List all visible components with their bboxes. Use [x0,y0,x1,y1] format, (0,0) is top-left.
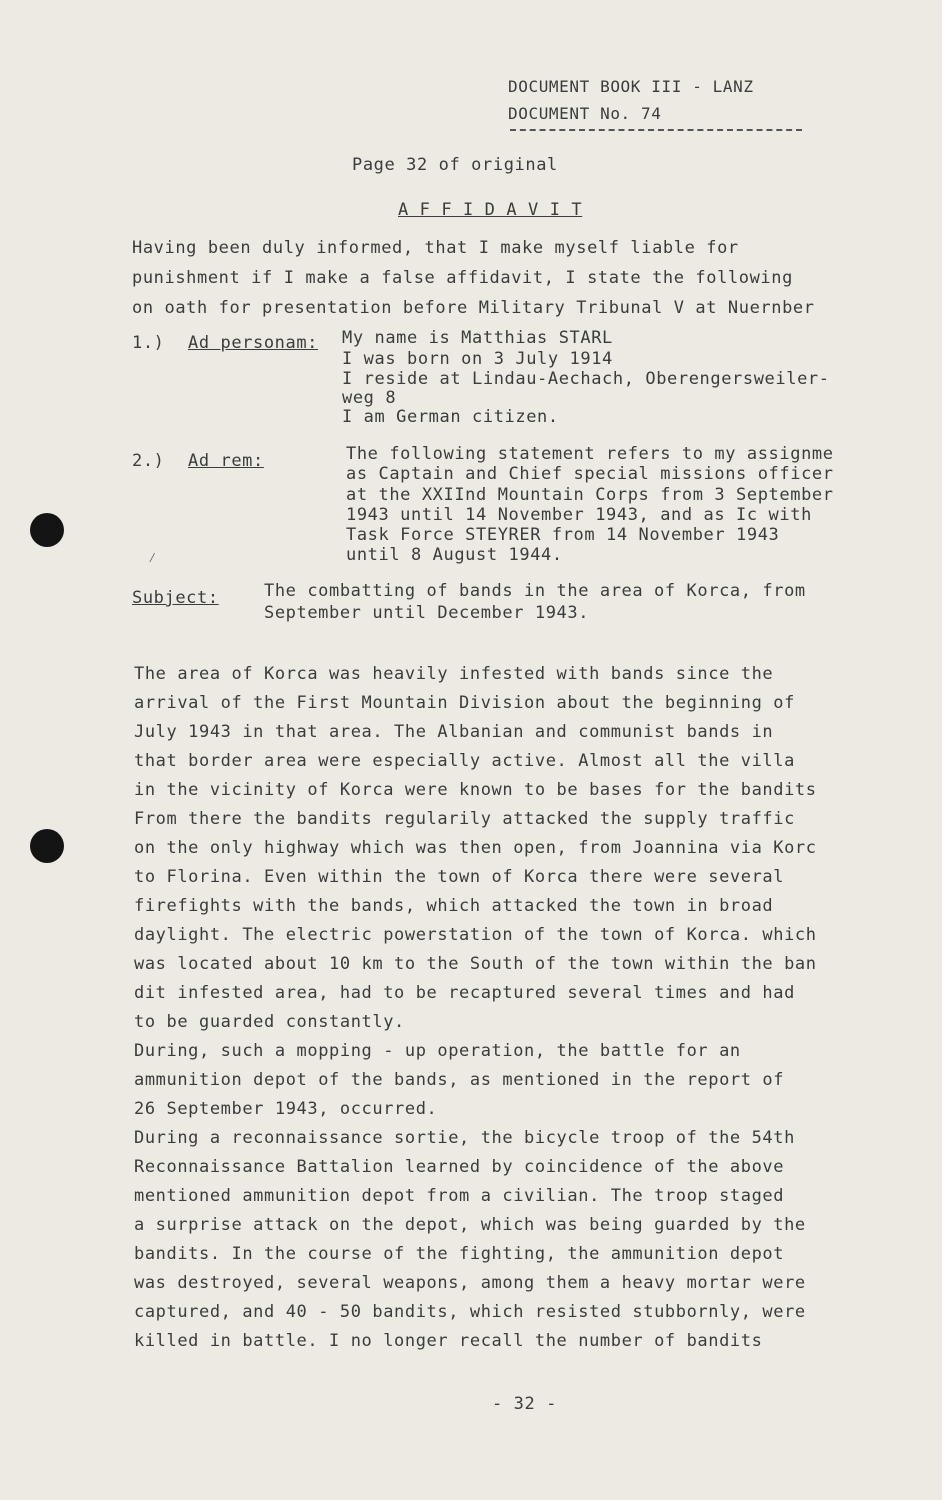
item-line: I reside at Lindau-Aechach, Oberengersweiler- [342,369,830,389]
body-line: was located about 10 km to the South of the town within the ban [134,954,817,974]
item-number: 1.) [132,333,165,353]
punch-hole [30,829,64,863]
body-line: dit infested area, had to be recaptured several times and had [134,983,795,1003]
body-line: killed in battle. I no longer recall the number of bandits [134,1331,763,1351]
body-line: From there the bandits regularily attacked the supply traffic [134,809,795,829]
body-line: in the vicinity of Korca were known to be bases for the bandits [134,780,817,800]
item-number: 2.) [132,451,165,471]
body-line: a surprise attack on the depot, which was being guarded by the [134,1215,806,1235]
page-number: - 32 - [492,1394,558,1414]
item-line: My name is Matthias STARL [342,328,613,348]
body-line: During a reconnaissance sortie, the bicycle troop of the 54th [134,1128,795,1148]
item-line: I was born on 3 July 1914 [342,349,613,369]
body-line: mentioned ammunition depot from a civilian. The troop staged [134,1186,785,1206]
item-line: Task Force STEYRER from 14 November 1943 [346,525,780,545]
body-line: that border area were especially active. Almost all the villa [134,751,795,771]
item-label: Ad rem: [188,451,264,471]
body-line: firefights with the bands, which attacked the town in broad [134,896,774,916]
page-reference: Page 32 of original [352,155,558,175]
body-line: was destroyed, several weapons, among them a heavy mortar were [134,1273,806,1293]
body-line: During, such a mopping - up operation, the battle for an [134,1041,741,1061]
punch-hole [30,513,64,547]
item-line: weg 8 [342,388,397,408]
intro-line: on oath for presentation before Military Tribunal V at Nuernber [132,298,815,318]
body-line: captured, and 40 - 50 bandits, which resisted stubbornly, were [134,1302,806,1322]
body-line: 26 September 1943, occurred. [134,1099,438,1119]
body-line: ammunition depot of the bands, as mentioned in the report of [134,1070,785,1090]
body-line: The area of Korca was heavily infested with bands since the [134,664,774,684]
body-line: arrival of the First Mountain Division about the beginning of [134,693,795,713]
document-title: A F F I D A V I T [398,200,583,220]
intro-line: Having been duly informed, that I make myself liable for [132,238,739,258]
header-divider [510,129,802,131]
item-line: I am German citizen. [342,407,559,427]
item-line: until 8 August 1944. [346,545,563,565]
subject-line: The combatting of bands in the area of Korca, from [264,581,806,601]
body-line: on the only highway which was then open, from Joannina via Korc [134,838,817,858]
body-line: to be guarded constantly. [134,1012,405,1032]
subject-label: Subject: [132,588,219,608]
body-line: to Florina. Even within the town of Korca there were several [134,867,785,887]
body-line: July 1943 in that area. The Albanian and communist bands in [134,722,774,742]
item-line: 1943 until 14 November 1943, and as Ic with [346,505,812,525]
document-book-header: DOCUMENT BOOK III - LANZ [508,77,754,96]
document-number: DOCUMENT No. 74 [508,104,662,123]
subject-line: September until December 1943. [264,603,590,623]
item-line: as Captain and Chief special missions officer [346,464,834,484]
item-line: The following statement refers to my assignme [346,444,834,464]
body-line: bandits. In the course of the fighting, the ammunition depot [134,1244,785,1264]
body-line: Reconnaissance Battalion learned by coincidence of the above [134,1157,785,1177]
item-label: Ad personam: [188,333,319,353]
body-line: daylight. The electric powerstation of the town of Korca. which [134,925,817,945]
pencil-mark: ⁄ [148,550,157,566]
item-line: at the XXIInd Mountain Corps from 3 September [346,485,834,505]
intro-line: punishment if I make a false affidavit, I state the following [132,268,793,288]
